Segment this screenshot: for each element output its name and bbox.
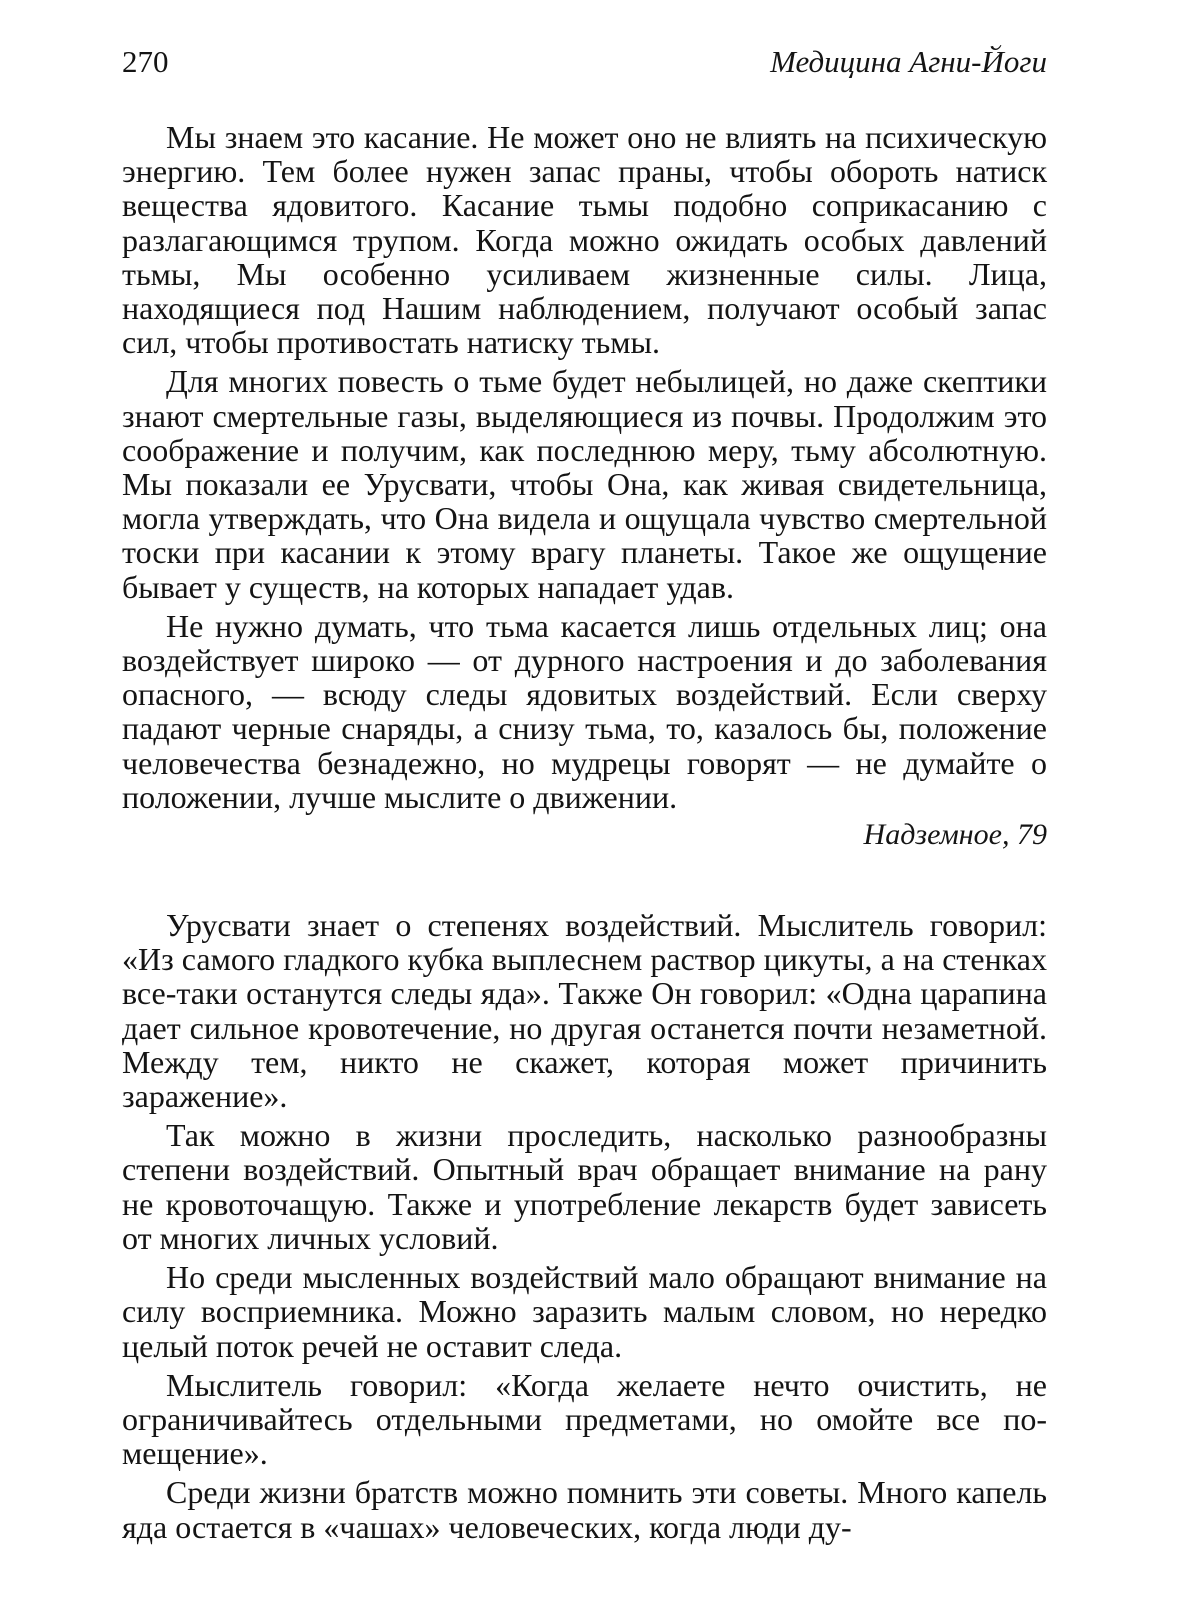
page-number: 270 <box>122 44 169 79</box>
running-title: Медицина Агни-Йоги <box>770 44 1047 79</box>
book-page <box>122 38 1047 1544</box>
paragraph: Урусвати знает о степенях воздействий. Мыслитель говорил: «Из самого гладкого кубка выплеснем раствор цикуты, а на стенках все-таки останутся следы яда». Также Он говорил: «Одна царапина дает сильное кровотечение, но другая останется почти незаметной. Между тем, никто не скажет, которая может причинить заражение». <box>122 907 1047 1115</box>
paragraph: Для многих повесть о тьме будет небылицей, но даже скептики знают смертельные газы, выделяющиеся из почвы. Продолжим это соображение и получим, как последнюю меру, тьму абсолютную. Мы показали ее Урусвати, чтобы Она, как живая свидетельница, могла утверждать, что Она видела и ощущала чувство смертельной тоски при касании к этому врагу планеты. Такое же ощущение бывает у существ, на которых нападает удав. <box>122 363 1047 605</box>
paragraph: Мы знаем это касание. Не может оно не влиять на психическую энергию. Тем более нужен запас праны, чтобы обороть натиск вещества ядовитого. Касание тьмы подобно соприкасанию с разлагающимся трупом. Когда можно ожидать особых давлений тьмы, Мы особенно усиливаем жизненные силы. Лица, находящиеся под Нашим наблюдением, получают особый запас сил, чтобы противостать натиску тьмы. <box>122 119 1047 361</box>
paragraph: Так можно в жизни проследить, насколько разнообразны степени воздействий. Опытный врач обращает внимание на рану не кровоточащую. Также и употребление лекарств будет зависеть от многих личных условий. <box>122 1117 1047 1256</box>
paragraph: Не нужно думать, что тьма касается лишь отдельных лиц; она воздействует широко — от дурного настроения и до заболевания опасного, — всюду следы ядовитых воздействий. Если сверху падают черные снаряды, а снизу тьма, то, казалось бы, положение человечества безнадежно, но мудрецы говорят — не думайте о положении, лучше мыслите о движении. <box>122 607 1047 815</box>
text-section-2 <box>122 908 1047 1544</box>
source-citation: Надземное, 79 <box>863 818 1047 852</box>
page-header <box>122 38 1047 90</box>
body-text <box>122 120 1047 1544</box>
paragraph: Среди жизни братств можно помнить эти советы. Много капель яда остается в «чашах» человеческих, когда люди ду- <box>122 1474 1047 1545</box>
paragraph: Мыслитель говорил: «Когда желаете нечто очистить, не ограничивайтесь отдельными предметами, но омойте все помещение». <box>122 1366 1047 1472</box>
paragraph: Но среди мысленных воздействий мало обращают внимание на силу восприемника. Можно заразить малым словом, но нередко целый поток речей не оставит следа. <box>122 1259 1047 1364</box>
text-section-1 <box>122 120 1047 852</box>
